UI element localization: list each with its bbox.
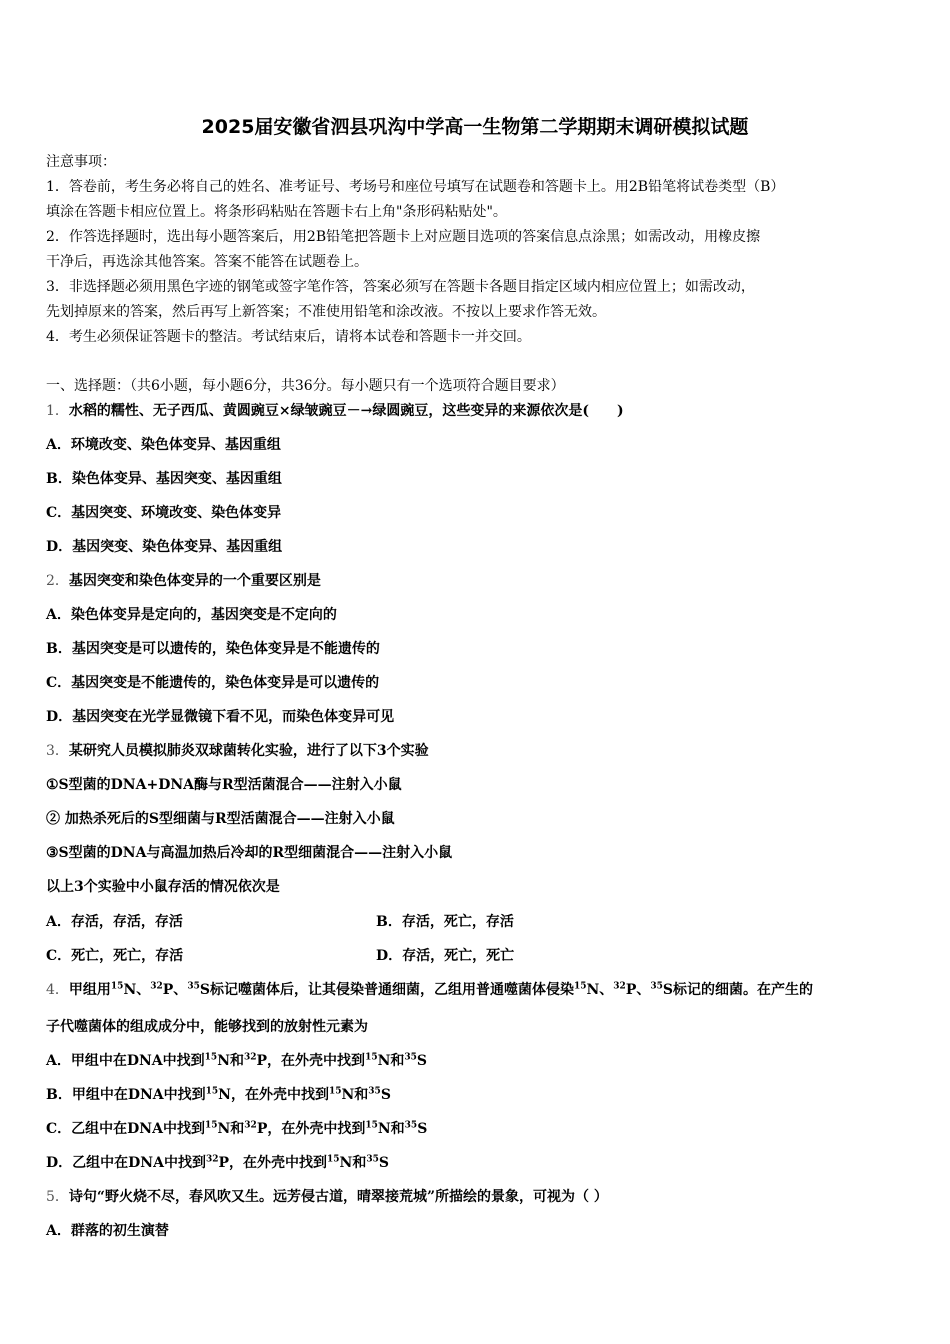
q4-option-a [46,1051,427,1071]
q3-experiment-1: ①S型菌的DNA+DNA酶与R型活菌混合——注射入小鼠 [46,777,402,793]
q3-ask: 以上3个实验中小鼠存活的情况依次是 [46,879,280,895]
q4-text: S标记的细菌。在产生的 [662,982,813,998]
question-number: 2． [46,573,69,589]
page-title: 2025届安徽省泗县巩沟中学高一生物第二学期期末调研模拟试题 [201,116,749,138]
q4-option-text: N和 [377,1053,405,1069]
q4-text: 甲组用 [68,982,111,998]
q3-option-c: C．死亡，死亡，存活 [46,948,184,964]
question-number: 1． [46,403,69,419]
superscript: 35 [650,981,663,992]
section-heading: 一、选择题：（共6小题，每小题6分，共36分。每小题只有一个选项符合题目要求） [46,378,565,394]
q4-text: P、 [625,982,651,998]
question-5 [46,1187,608,1207]
q3-option-a: A．存活，存活，存活 [46,914,183,930]
q4-text: N、 [586,982,614,998]
q2-option-d: D．基因突变在光学显微镜下看不见，而染色体变异可见 [46,709,395,725]
question-stem: 水稻的糯性、无子西瓜、黄圆豌豆×绿皱豌豆－→绿圆豌豆，这些变异的来源依次是( ) [68,403,624,419]
question-number: 5． [46,1189,69,1205]
q3-option-d: D．存活，死亡，死亡 [376,948,515,964]
q4-option-text: C．乙组中在DNA中找到 [46,1121,205,1137]
q4-option-text: N，在外壳中找到 [218,1087,329,1103]
superscript: 35 [366,1154,379,1165]
superscript: 15 [365,1120,378,1131]
q2-option-b: B．基因突变是可以遗传的，染色体变异是不能遗传的 [46,641,380,657]
superscript: 32 [613,981,626,992]
superscript: 15 [365,1052,378,1063]
q4-option-text: P，在外壳中找到 [256,1121,366,1137]
superscript: 32 [244,1120,257,1131]
notice-line-4: 干净后，再选涂其他答案。答案不能答在试题卷上。 [46,254,368,270]
q1-option-c: C．基因突变、环境改变、染色体变异 [46,505,282,521]
q3-experiment-3: ③S型菌的DNA与高温加热后冷却的R型细菌混合——注射入小鼠 [46,845,453,861]
notice-line-2: 填涂在答题卡相应位置上。将条形码粘贴在答题卡右上角"条形码粘贴处"。 [46,204,507,220]
q3-option-b: B．存活，死亡，存活 [376,914,514,930]
superscript: 15 [573,981,587,992]
q1-option-a: A．环境改变、染色体变异、基因重组 [46,437,281,453]
q4-text: N、 [123,982,151,998]
superscript: 15 [110,981,124,992]
q3-experiment-2: ② 加热杀死后的S型细菌与R型活菌混合——注射入小鼠 [46,811,395,827]
superscript: 35 [404,1120,418,1131]
q4-option-text: N和 [339,1155,367,1171]
q4-text: P、 [162,982,188,998]
q4-option-c [46,1119,427,1139]
q4-option-d [46,1153,389,1173]
superscript: 15 [204,1120,218,1131]
q4-text: S标记噬菌体后，让其侵染普通细菌，乙组用普通噬菌体侵染 [199,982,574,998]
superscript: 35 [187,981,200,992]
notice-line-7: 4．考生必须保证答题卡的整洁。考试结束后，请将本试卷和答题卡一并交回。 [46,329,531,345]
superscript: 15 [205,1086,219,1097]
q4-option-text: N和 [377,1121,405,1137]
q4-option-text: A．甲组中在DNA中找到 [46,1053,205,1069]
q4-option-text: B．甲组中在DNA中找到 [46,1087,206,1103]
superscript: 32 [150,981,163,992]
question-1 [46,401,624,421]
q4-option-text: P，在外壳中找到 [256,1053,366,1069]
question-3 [46,741,429,761]
q4-option-text: N和 [341,1087,369,1103]
q4-option-text: D．乙组中在DNA中找到 [46,1155,206,1171]
q1-option-d: D．基因突变、染色体变异、基因重组 [46,539,283,555]
question-stem: 诗句“野火烧不尽，春风吹又生。远芳侵古道，晴翠接荒城”所描绘的景象，可视为（ ） [68,1189,608,1205]
q4-option-text: N和 [217,1121,245,1137]
question-stem: 基因突变和染色体变异的一个重要区别是 [68,573,321,589]
notice-line-1: 1．答卷前，考生务必将自己的姓名、准考证号、考场号和座位号填写在试题卷和答题卡上。用2B铅笔将试卷类型（B） [46,179,785,195]
notice-line-3: 2．作答选择题时，选出每小题答案后，用2B铅笔把答题卡上对应题目选项的答案信息点涂黑；如需改动，用橡皮擦 [46,229,761,245]
q4-option-text: P，在外壳中找到 [218,1155,328,1171]
superscript: 15 [204,1052,218,1063]
superscript: 35 [368,1086,381,1097]
notice-line-6: 先划掉原来的答案，然后再写上新答案；不准使用铅笔和涂改液。不按以上要求作答无效。 [46,304,606,320]
q4-line-2: 子代噬菌体的组成成分中，能够找到的放射性元素为 [46,1019,368,1035]
q4-option-b [46,1085,391,1105]
q1-option-b: B．染色体变异、基因突变、基因重组 [46,471,282,487]
superscript: 35 [404,1052,417,1063]
superscript: 15 [327,1154,340,1165]
notice-line-5: 3．非选择题必须用黑色字迹的钢笔或签字笔作答，答案必须写在答题卡各题目指定区域内相应位置上；如需改动， [46,279,755,295]
superscript: 32 [244,1052,257,1063]
q4-option-text: N和 [217,1053,244,1069]
question-2 [46,571,321,591]
notice-heading: 注意事项： [46,154,116,170]
question-stem: 某研究人员模拟肺炎双球菌转化实验，进行了以下3个实验 [68,743,429,759]
superscript: 15 [328,1086,342,1097]
superscript: 32 [205,1154,219,1165]
question-4 [46,980,813,1000]
question-number: 3． [46,743,69,759]
q4-option-text: S [417,1121,428,1137]
q4-option-text: S [416,1053,428,1069]
q4-option-text: S [378,1155,389,1171]
question-number: 4． [46,982,69,998]
q2-option-a: A．染色体变异是定向的，基因突变是不定向的 [46,607,337,623]
q4-option-text: S [380,1087,391,1103]
q5-option-a: A．群落的初生演替 [46,1223,169,1239]
q2-option-c: C．基因突变是不能遗传的，染色体变异是可以遗传的 [46,675,380,691]
